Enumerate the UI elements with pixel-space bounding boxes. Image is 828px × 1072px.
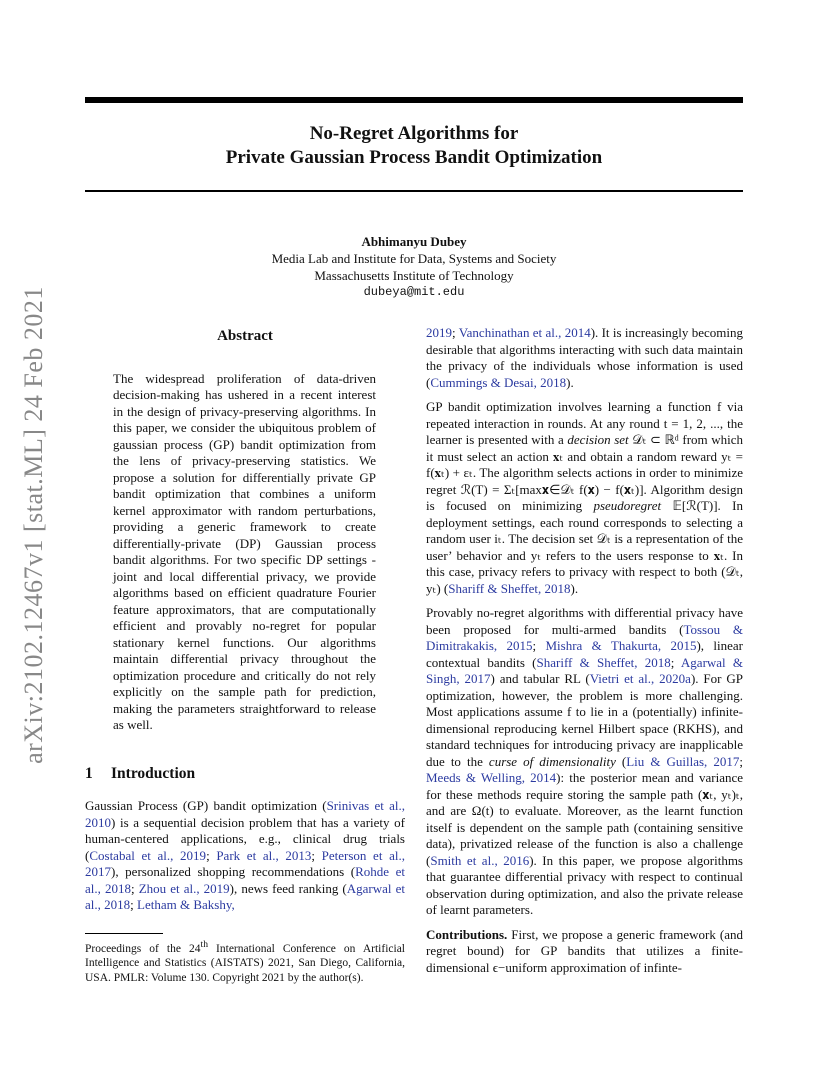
citation-link[interactable]: Shariff & Sheffet, 2018	[448, 580, 571, 596]
text-run: ) is a sequential decision problem that has a variety of human-centered applications, e.g., clinical drug trials (	[85, 814, 405, 863]
text-run: 𝔼[ℛ(T)]. In deployment settings, each round corresponds to selecting a random user iₜ. The decision set 𝒟ₜ is a representation of the user’ behavior and yₜ refers to the users response to 𝐱ₜ. In this case, privacy refers to privacy with respect to both (𝒟ₜ, yₜ) (	[426, 498, 743, 596]
paper-title	[85, 122, 743, 170]
text-run: ), personalized shopping recommendations (	[111, 864, 356, 879]
text-run: Provably no-regret algorithms with differential privacy have been proposed for multi-armed bandits (	[426, 605, 743, 637]
text-run: ;	[670, 654, 681, 670]
footnote-superscript: th	[200, 939, 208, 950]
text-run: ).	[570, 580, 579, 596]
left-column	[85, 325, 405, 922]
footnote-text: Proceedings of the 24	[85, 942, 201, 955]
arxiv-stamp	[14, 286, 54, 764]
citation-link[interactable]: Meeds & Welling, 2014	[426, 770, 557, 785]
right-paragraph-1	[426, 325, 743, 391]
title-top-rule	[85, 97, 743, 103]
citation-link[interactable]: Peterson et al., 2017	[85, 847, 405, 879]
right-paragraph-2	[426, 399, 743, 597]
text-run: ). In this paper, we propose algorithms that guarantee differential privacy with respect to continual observation during optimization, and also the private release of learnt parameters.	[426, 852, 743, 917]
text-run: 𝒟ₜ ⊂ ℝᵈ from which it must select an action 𝐱ₜ and obtain a random reward yₜ = f(𝐱ₜ) + εₜ. The algorithm selects actions in order to minimize regret ℛ(T) = Σₜ[max𝐱∈𝒟ₜ f(𝐱) − f(𝐱ₜ)]. Algorithm design is focused on minimizing	[426, 432, 743, 513]
right-paragraph-4	[426, 927, 743, 977]
affiliation-line-1: Media Lab and Institute for Data, Systems and Society	[271, 251, 557, 266]
emphasis-text: decision set	[567, 432, 629, 447]
affiliation-line-2: Massachusetts Institute of Technology	[314, 268, 514, 283]
emphasis-text: curse of dimensionality	[488, 753, 616, 769]
text-run: ). It is increasingly becoming desirable that algorithms interacting with such data maintain the privacy of the individuals whose information is used (	[426, 325, 743, 390]
text-run: Gaussian Process (GP) bandit optimization (	[85, 798, 327, 813]
text-run: ;	[130, 880, 139, 896]
citation-link[interactable]: Zhou et al., 2019	[138, 880, 230, 896]
citation-link[interactable]: Park et al., 2013	[216, 847, 312, 863]
footnote	[85, 938, 405, 985]
intro-paragraph-1	[85, 798, 405, 914]
section-heading-introduction	[85, 766, 405, 783]
section-title: Introduction	[111, 764, 196, 782]
citation-link[interactable]: Costabal et al., 2019	[89, 847, 207, 863]
text-run: ) and tabular RL (	[490, 671, 590, 686]
citation-link[interactable]: Agarwal et al., 2018	[85, 880, 405, 912]
text-run: ;	[311, 847, 322, 863]
citation-link[interactable]: Liu & Guillas, 2017	[626, 753, 740, 769]
text-run: ). For GP optimization, however, the problem is more challenging. Most applications assume f to lie in a (potentially) infinite-dimensional reproducing kernel Hilbert space (RKHS), and standard techniques for introducing privacy are inapplicable due to the	[426, 671, 743, 769]
text-run: GP bandit optimization involves learning a function f via repeated interaction in rounds. At any round t = 1, 2, ..., the learner is presented with a	[426, 399, 743, 447]
citation-link[interactable]: Rohde et al., 2018	[85, 864, 405, 896]
text-run: ), news feed ranking (	[229, 880, 347, 896]
text-run: (	[615, 753, 627, 769]
title-bottom-rule	[85, 190, 743, 192]
citation-link[interactable]: Vietri et al., 2020a	[589, 671, 691, 686]
arxiv-id[interactable]: arXiv:2102.12467v1 [stat.ML] 24 Feb 2021	[19, 286, 48, 764]
author-block	[85, 233, 743, 301]
citation-link[interactable]: Srinivas et al., 2010	[85, 798, 405, 830]
text-run: ), linear contextual bandits (	[426, 638, 743, 670]
text-run: First, we propose a generic framework (and regret bound) for GP bandits that utilizes a finite-dimensional ϵ−uniform approximation of infinte-	[426, 926, 743, 975]
citation-link[interactable]: Cummings & Desai, 2018	[430, 374, 567, 390]
right-paragraph-3	[426, 605, 743, 919]
text-run: ;	[532, 638, 546, 653]
footnote-rule	[85, 933, 163, 934]
text-run: ;	[206, 847, 217, 863]
footnote-text: International Conference on Artificial Intelligence and Statistics (AISTATS) 2021, San Diego, California, USA. PMLR: Volume 130. Copyright 2021 by the author(s).	[85, 942, 405, 984]
citation-link[interactable]: Tossou & Dimitrakakis, 2015	[426, 621, 744, 653]
abstract-heading: Abstract	[217, 328, 273, 344]
emphasis-text: pseudoregret	[593, 498, 662, 513]
text-run: ;	[452, 325, 459, 340]
citation-link[interactable]: 2019	[426, 325, 452, 340]
abstract-text: The widespread proliferation of data-driven decision-making has ushered in a recent interest in the design of privacy-preserving algorithms. In this paper, we consider the ubiquitous problem of gaussian process (GP) bandit optimization from the lens of privacy-preserving statistics. We propose a solution for differentially private GP bandit optimization that combines a uniform kernel approximator with random perturbations, providing a generic framework to create differentially-private (DP) Gaussian process bandit algorithms. For two specific DP settings - joint and local differential privacy, we provide algorithms based on efficient quadrature Fourier feature approximators, that are computationally efficient and provably no-regret for popular stationary kernel functions. Our algorithms maintain differential privacy throughout the optimization procedure and critically do not rely explicitly on the sample path for prediction, making the parameters straightforward to release as well.	[113, 370, 376, 732]
title-line-2: Private Gaussian Process Bandit Optimization	[225, 147, 603, 168]
text-run: ): the posterior mean and variance for these methods require storing the sample path (𝐱ₜ, yₜ)ₜ, and are Ω(t) to evaluate. Moreover, as the learnt function itself is dependent on the sample path (containing sensitive data), privatized release of the function is also a challenge (	[426, 770, 744, 868]
citation-link[interactable]: Agarwal & Singh, 2017	[426, 654, 744, 686]
right-column	[426, 325, 743, 984]
text-run: ;	[739, 753, 743, 769]
text-run: ;	[130, 897, 138, 912]
citation-link[interactable]: Letham & Bakshy,	[137, 897, 235, 912]
title-line-1: No-Regret Algorithms for	[309, 123, 519, 144]
contributions-label: Contributions.	[426, 926, 508, 942]
section-number: 1	[85, 764, 93, 782]
citation-link[interactable]: Mishra & Thakurta, 2015	[545, 638, 697, 653]
author-email[interactable]: dubeya@mit.edu	[363, 285, 465, 299]
citation-link[interactable]: Vanchinathan et al., 2014	[458, 325, 591, 340]
text-run: ).	[566, 374, 574, 390]
author-name: Abhimanyu Dubey	[361, 234, 467, 249]
citation-link[interactable]: Shariff & Sheffet, 2018	[536, 654, 671, 670]
citation-link[interactable]: Smith et al., 2016	[430, 852, 530, 868]
